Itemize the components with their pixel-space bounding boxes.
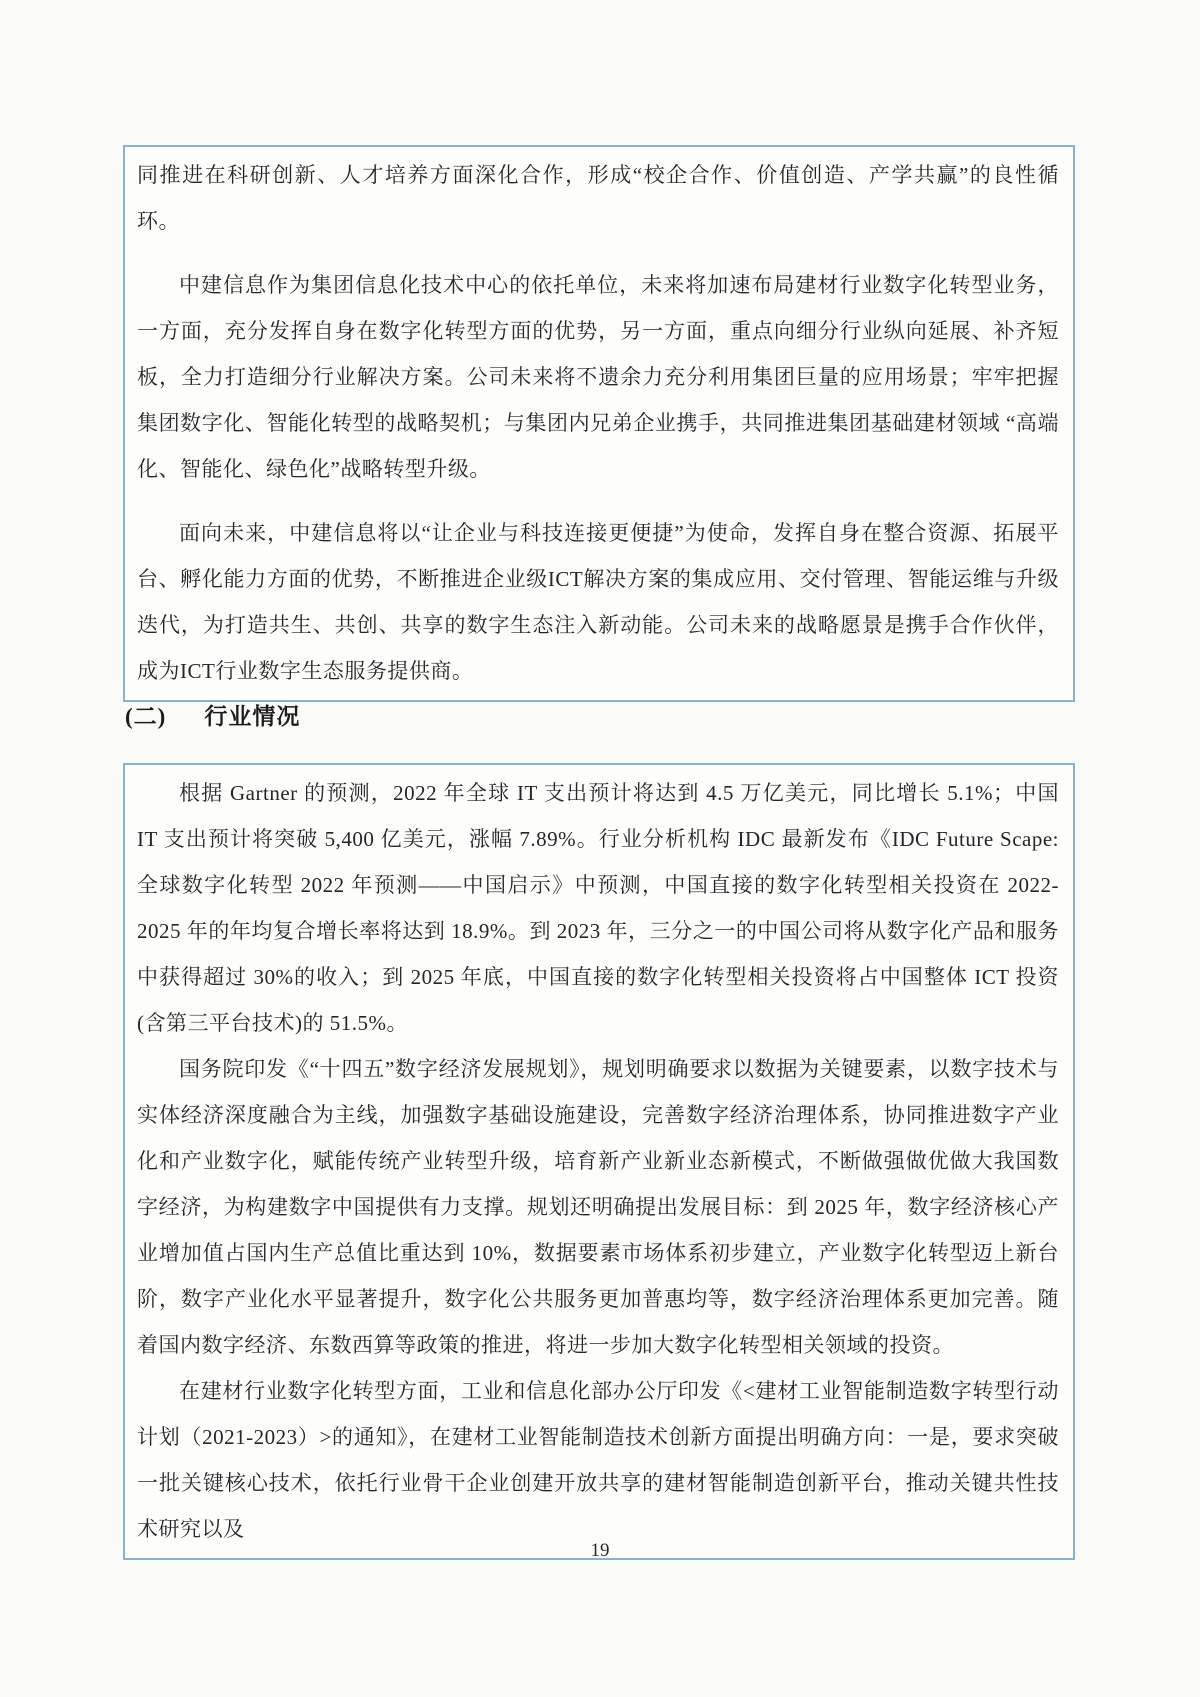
paragraph: 中建信息作为集团信息化技术中心的依托单位，未来将加速布局建材行业数字化转型业务，一方面，充分发挥自身在数字化转型方面的优势，另一方面，重点向细分行业纵向延展、补齐短板，全力打造细分行业解决方案。公司未来将不遗余力充分利用集团巨量的应用场景；牢牢把握集团数字化、智能化转型的战略契机；与集团内兄弟企业携手，共同推进集团基础建材领域 “高端化、智能化、绿色化”战略转型升级。 — [137, 273, 1059, 481]
paragraph: 根据 Gartner 的预测，2022 年全球 IT 支出预计将达到 4.5 万亿美元，同比增长 5.1%；中国 IT 支出预计将突破 5,400 亿美元，涨幅 7.89%。行业分析机构 IDC 最新发布《IDC Future Scape: 全球数字化转型 2022 年预测——中国启示》中预测，中国直接的数字化转型相关投资在 2022-2025 年的年均复合增长率将达到 18.9%。到 2023 年，三分之一的中国公司将从数字化产品和服务中获得超过 30%的收入；到 2025 年底，中国直接的数字化转型相关投资将占中国整体 ICT 投资(含第三平台技术)的 51.5%。 — [137, 781, 1059, 1035]
page-number: 19 — [590, 1540, 610, 1561]
section-heading-numbering: (二) — [125, 704, 167, 729]
paragraph: 同推进在科研创新、人才培养方面深化合作，形成“校企合作、价值创造、产学共赢”的良性循环。 — [137, 163, 1059, 233]
content-box-strategy — [123, 145, 1075, 702]
section-heading-title: 行业情况 — [204, 704, 301, 729]
paragraph: 国务院印发《“十四五”数字经济发展规划》，规划明确要求以数据为关键要素，以数字技术与实体经济深度融合为主线，加强数字基础设施建设，完善数字经济治理体系，协同推进数字产业化和产业数字化，赋能传统产业转型升级，培育新产业新业态新模式，不断做强做优做大我国数字经济，为构建数字中国提供有力支撑。规划还明确提出发展目标：到 2025 年，数字经济核心产业增加值占国内生产总值比重达到 10%，数据要素市场体系初步建立，产业数字化转型迈上新台阶，数字产业化水平显著提升，数字化公共服务更加普惠均等，数字经济治理体系更加完善。随着国内数字经济、东数西算等政策的推进，将进一步加大数字化转型相关领域的投资。 — [137, 1057, 1059, 1357]
section-heading — [125, 698, 300, 731]
paragraph: 面向未来，中建信息将以“让企业与科技连接更便捷”为使命，发挥自身在整合资源、拓展平台、孵化能力方面的优势，不断推进企业级ICT解决方案的集成应用、交付管理、智能运维与升级迭代，为打造共生、共创、共享的数字生态注入新动能。公司未来的战略愿景是携手合作伙伴，成为ICT行业数字生态服务提供商。 — [137, 521, 1059, 683]
paragraph: 在建材行业数字化转型方面，工业和信息化部办公厅印发《<建材工业智能制造数字转型行动计划（2021-2023）>的通知》，在建材工业智能制造技术创新方面提出明确方向：一是，要求突破一批关键核心技术，依托行业骨干企业创建开放共享的建材智能制造创新平台，推动关键共性技术研究以及 — [137, 1379, 1059, 1541]
content-box-industry — [123, 763, 1075, 1560]
